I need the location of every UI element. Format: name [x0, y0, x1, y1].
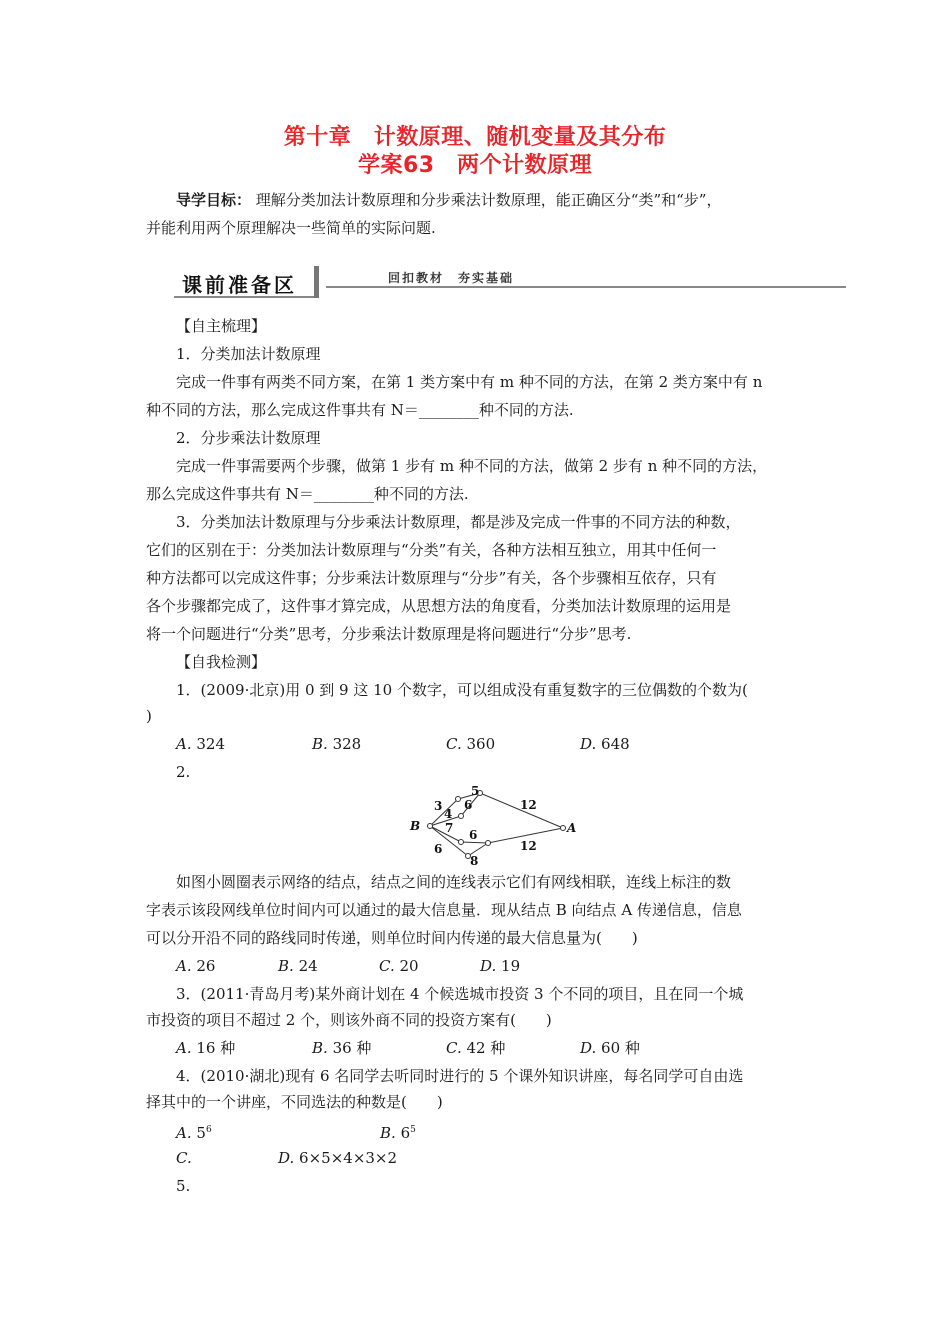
q4-option-a: A. $5^6$ — [176, 1124, 212, 1142]
q2-line-1: 如图小圆圈表示网络的结点，结点之间的连线表示它们有网线相联，连线上标注的数 — [176, 873, 732, 891]
edge-label-5: 12 — [520, 798, 537, 812]
q2-option-c: C. 20 — [379, 957, 419, 975]
q4-line-1: 4．(2010·湖北)现有 6 名同学去听同时进行的 5 个课外知识讲座，每名同学可自由选 — [176, 1067, 744, 1085]
self-review-heading: 【自主梳理】 — [176, 317, 267, 335]
item2-line-2: 那么完成这件事共有 N＝________种不同的方法. — [146, 485, 469, 503]
item3-line-1: 3．分类加法计数原理与分步乘法计数原理，都是涉及完成一件事的不同方法的种数， — [176, 513, 741, 531]
objective-line-1 — [176, 190, 721, 210]
node-b — [428, 824, 433, 829]
item3-line-3: 种方法都可以完成这件事；分步乘法计数原理与“分步”有关，各个步骤相互依存，只有 — [146, 569, 717, 587]
q2-line-3: 可以分开沿不同的路线同时传递，则单位时间内传递的最大信息量为( ) — [146, 929, 638, 947]
banner-rule — [326, 286, 846, 288]
item1-title: 1．分类加法计数原理 — [176, 345, 321, 363]
q2-number: 2. — [176, 763, 191, 781]
objective-line-2: 并能利用两个原理解决一些简单的实际问题. — [146, 219, 436, 237]
network-diagram — [408, 782, 578, 866]
q3-line-1: 3．(2011·青岛月考)某外商计划在 4 个候选城市投资 3 个不同的项目，且在同一个城 — [176, 985, 744, 1003]
edge-label-9: 6 — [434, 842, 443, 856]
edge-label-4: 6 — [464, 798, 473, 812]
edge-label-6: 7 — [445, 821, 454, 835]
node-5 — [486, 841, 491, 846]
banner-divider — [314, 266, 319, 298]
item1-line-2: 种不同的方法，那么完成这件事共有 N＝________种不同的方法. — [146, 401, 574, 419]
edge-label-8: 12 — [520, 839, 537, 853]
q1-option-c: C. 360 — [446, 735, 496, 753]
q5-number: 5. — [176, 1177, 191, 1195]
q3-option-c: C. 42 种 — [446, 1039, 506, 1057]
node-3 — [459, 814, 464, 819]
q4-option-d: D. 6×5×4×3×2 — [278, 1149, 398, 1167]
q4-line-2: 择其中的一个讲座，不同选法的种数是( ) — [146, 1093, 443, 1111]
edge-n4-n5 — [461, 842, 488, 843]
node-4 — [459, 840, 464, 845]
label-node-a: A — [567, 821, 577, 835]
q3-option-d: D. 60 种 — [580, 1039, 640, 1057]
edge-label-1: 3 — [434, 799, 443, 813]
item2-title: 2．分步乘法计数原理 — [176, 429, 321, 447]
section-banner — [174, 266, 846, 298]
banner-heading: 课前准备区 — [182, 273, 297, 297]
q2-option-d: D. 19 — [480, 957, 521, 975]
node-a — [561, 826, 566, 831]
banner-subheading: 回扣教材 夯实基础 — [388, 271, 515, 285]
q3-option-a: A. 16 种 — [176, 1039, 236, 1057]
q1-line-1: 1．(2009·北京)用 0 到 9 这 10 个数字，可以组成没有重复数字的三位偶数的个数为( — [176, 681, 748, 699]
item3-line-5: 将一个问题进行“分类”思考，分步乘法计数原理是将问题进行“分步”思考. — [146, 625, 632, 643]
q1-option-a: A. 324 — [176, 735, 226, 753]
q1-option-b: B. 328 — [312, 735, 362, 753]
edge-label-3: 4 — [444, 807, 453, 821]
q1-line-2: ) — [146, 707, 152, 725]
q3-line-2: 市投资的项目不超过 2 个，则该外商不同的投资方案有( ) — [146, 1011, 552, 1029]
node-1 — [456, 797, 461, 802]
chapter-title: 第十章 计数原理、随机变量及其分布 — [283, 125, 667, 150]
item1-line-1: 完成一件事有两类不同方案，在第 1 类方案中有 m 种不同的方法，在第 2 类方案中有 n — [176, 373, 763, 391]
q2-option-b: B. 24 — [278, 957, 318, 975]
q4-option-b: B. $6^5$ — [380, 1124, 416, 1142]
lesson-title: 学案63 两个计数原理 — [357, 153, 593, 178]
item3-line-4: 各个步骤都完成了，这件事才算完成，从思想方法的角度看，分类加法计数原理的运用是 — [146, 597, 732, 615]
edge-label-10: 8 — [470, 854, 479, 866]
q3-option-b: B. 36 种 — [312, 1039, 372, 1057]
objective-text-1: 理解分类加法计数原理和分步乘法计数原理，能正确区分“类”和“步”， — [255, 191, 722, 209]
edge-label-7: 6 — [469, 828, 478, 842]
q2-option-a: A. 26 — [176, 957, 216, 975]
objective-label: 导学目标： — [176, 191, 252, 209]
edge-label-2: 5 — [471, 784, 480, 798]
q4-option-c: C. — [176, 1149, 192, 1167]
item3-line-2: 它们的区别在于：分类加法计数原理与“分类”有关，各种方法相互独立，用其中任何一 — [146, 541, 717, 559]
self-test-heading: 【自我检测】 — [176, 653, 267, 671]
q1-option-d: D. 648 — [580, 735, 630, 753]
label-node-b: B — [410, 819, 421, 833]
item2-line-1: 完成一件事需要两个步骤，做第 1 步有 m 种不同的方法，做第 2 步有 n 种不同的方法， — [176, 457, 768, 475]
q2-line-2: 字表示该段网线单位时间内可以通过的最大信息量．现从结点 B 向结点 A 传递信息，信息 — [146, 901, 742, 919]
